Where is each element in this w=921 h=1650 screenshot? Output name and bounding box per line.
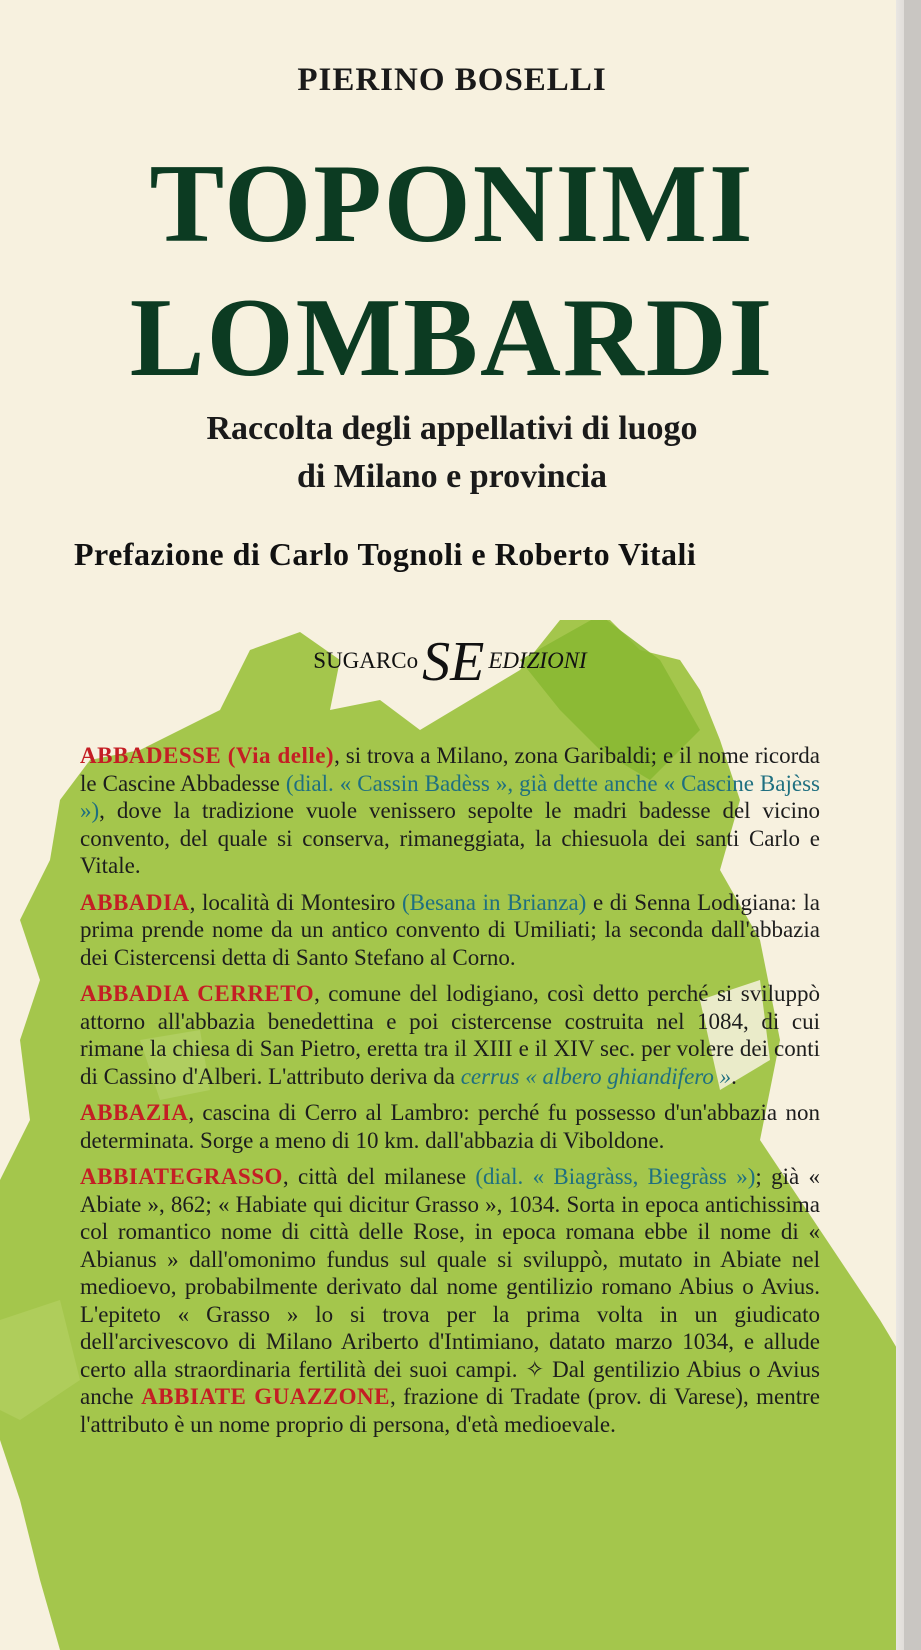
entry-text-2: . xyxy=(731,1063,737,1089)
entry-text-2: e di Senna Lodigiana: la prima prende nome da un antico convento di Umiliati; la seconda dall'abbazia dei Cistercensi detta di Santo Stefano al Corno. xyxy=(80,889,820,970)
preface-credit: Prefazione di Carlo Tognoli e Roberto Vitali xyxy=(74,536,697,572)
entry-text: , comune del lodigiano, così detto perché si sviluppò attorno all'abbazia benedettina e poi cistercense costruita nel 1084, di cui rimane la chiesa di San Pietro, eretta tra il XIII e il XIV sec. per volere dei conti di Cassino d'Alberi. L'attributo deriva da xyxy=(80,981,820,1089)
entry xyxy=(80,1099,820,1154)
entry-headword: ABBADIA xyxy=(80,889,190,915)
entry-headword: ABBIATEGRASSO xyxy=(80,1164,283,1189)
publisher-logo xyxy=(300,630,600,694)
entry-text: , cascina di Cerro al Lambro: perché fu possesso d'un'abbazia non determinata. Sorge a meno di 10 km. dall'abbazia di Viboldone. xyxy=(80,1100,820,1153)
dictionary-entries xyxy=(80,742,820,1447)
entry-text: , città del milanese xyxy=(282,1164,476,1189)
entry-text-2: ; già « Abiate », 862; « Habiate qui dicitur Grasso », 1034. Sorta in epoca antichissima col romantico nome di città delle Rose, in epoca romana ebbe il nome di « Abianus » dall'omonimo fundus sul quale si sviluppò, mutato in Abiate nel medioevo, probabilmente derivato dal nome gentilizio romano Abius o Avius. L'epiteto « Grasso » lo si trova per la prima volta in un giudicato dell'arcivescovo di Milano Ariberto d'Intimiano, datato marzo 1034, e allude certo alla straordinaria fertilità dei suoi campi. ✧ Dal gentilizio Abius o Avius anche xyxy=(80,1164,820,1409)
entry-dialect: (Besana in Brianza) xyxy=(401,889,587,915)
publisher-right: EDIZIONI xyxy=(488,648,587,673)
entry-headword: ABBADIA CERRETO xyxy=(80,981,315,1006)
entry-dialect: (dial. « Cassin Badèss », già dette anche « Cascine Bajèss ») xyxy=(80,770,820,823)
entry-text-3: , frazione di Tradate (prov. di Varese), mentre l'attributo è un nome proprio di persona, d'età medioevale. xyxy=(80,1384,820,1437)
entry-dialect: (dial. « Biagràss, Biegràss ») xyxy=(475,1164,756,1189)
entry-dialect: cerrus « albero ghiandifero » xyxy=(460,1063,732,1089)
entry xyxy=(80,1163,820,1438)
entry xyxy=(80,742,820,880)
entry xyxy=(80,889,820,972)
title-line-1: TOPONIMI xyxy=(149,142,755,266)
publisher-left: SUGARCo xyxy=(313,648,419,673)
subtitle-line-1: Raccolta degli appellativi di luogo xyxy=(206,410,698,447)
entry xyxy=(80,980,820,1090)
author-name: PIERINO BOSELLI xyxy=(297,62,607,98)
entry-headword: ABBAZIA xyxy=(80,1100,189,1125)
entry-text-2: , dove la tradizione vuole venissero sepolte le madri badesse del vicino convento, del quale si conserva, rimaneggiata, la chiesuola dei santi Carlo e Vitale. xyxy=(80,798,820,878)
entry-text: , località di Montesiro xyxy=(189,889,402,915)
entry-headword: ABBADESSE (Via delle) xyxy=(80,743,335,768)
subtitle-line-2: di Milano e provincia xyxy=(296,458,608,495)
entry-text: , si trova a Milano, zona Garibaldi; e il nome ricorda le Cascine Abbadesse xyxy=(80,743,821,796)
publisher-se-mark: SE xyxy=(422,631,485,693)
title-line-2: LOMBARDI xyxy=(129,276,775,400)
entry-headword-2: ABBIATE GUAZZONE xyxy=(141,1384,390,1409)
